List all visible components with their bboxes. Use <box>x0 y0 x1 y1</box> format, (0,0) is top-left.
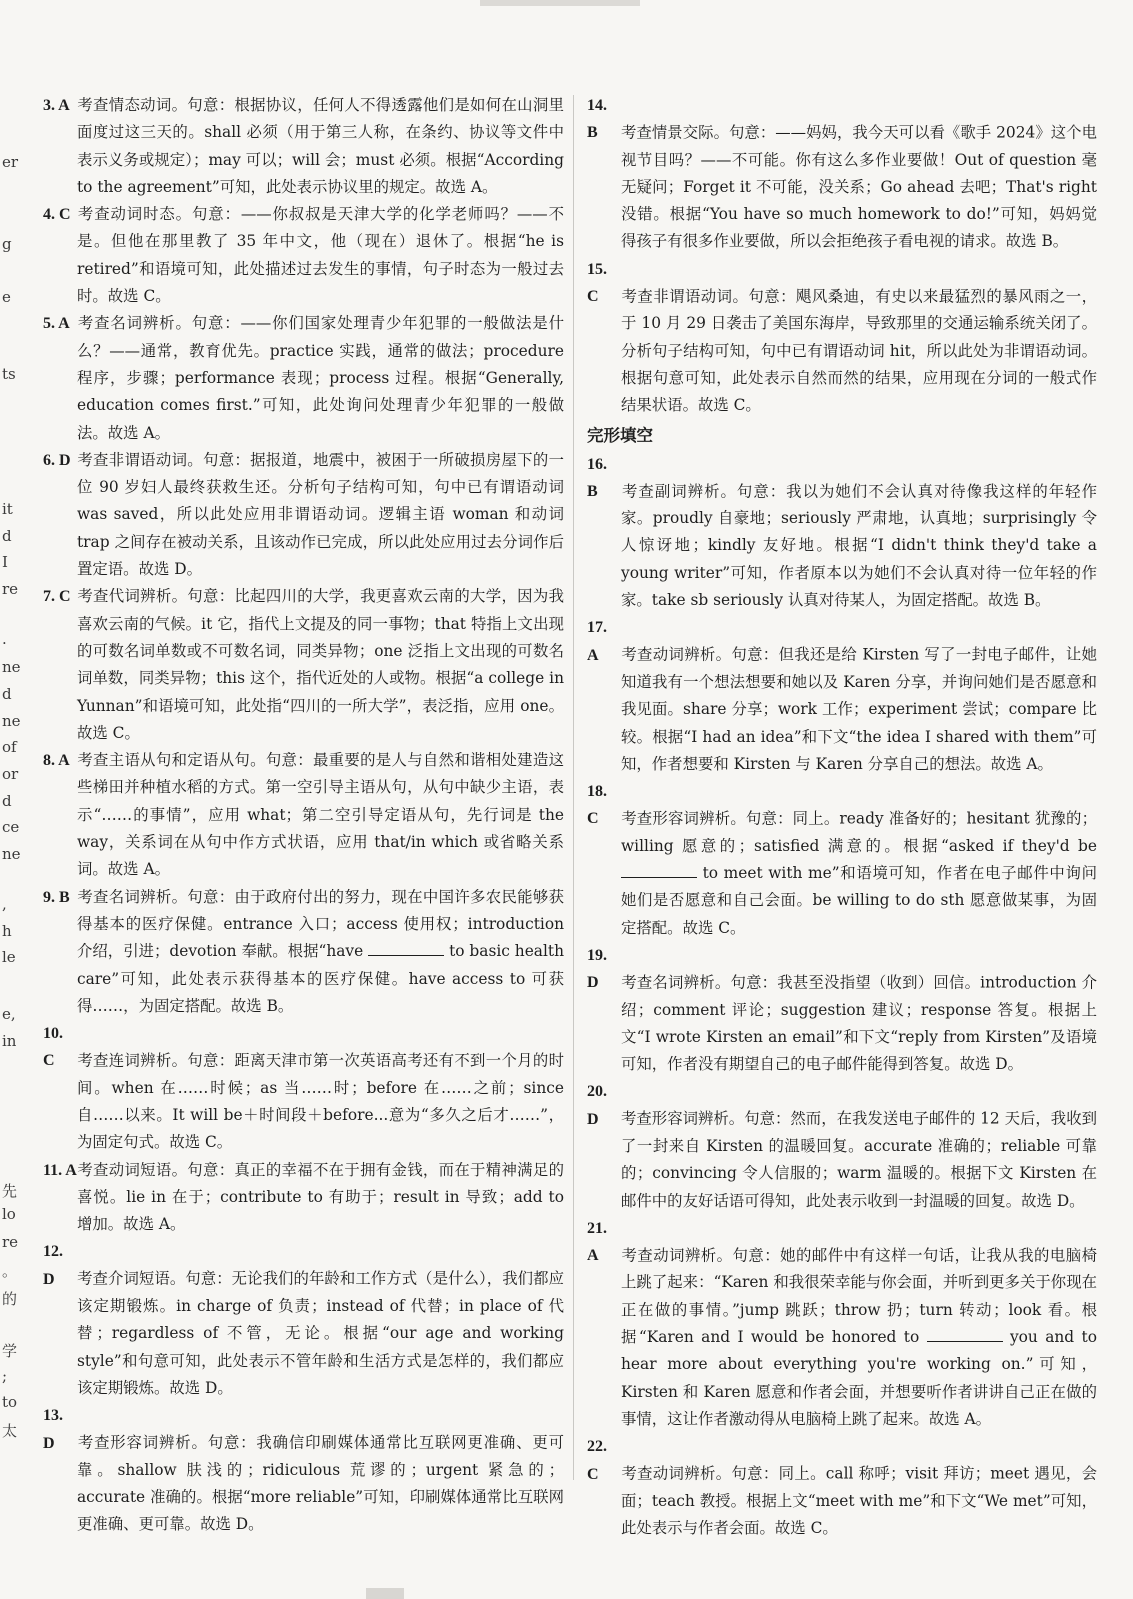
answer-explanation: 考查名词辨析。句意：——你们国家处理青少年犯罪的一般做法是什么？——通常，教育优先。practice 实践，通常的做法；procedure 程序，步骤；performance 表现；process 过程。根据“Generally, education comes first.”可知，此处询问处理青少年犯罪的一般做法。故选 A。 <box>77 314 564 442</box>
answer-explanation: 考查名词辨析。句意：我甚至没指望（收到）回信。introduction 介绍；comment 评论；suggestion 建议；response 答复。根据上文“I wrote Kirsten an email”和下文“reply from Kirsten”及语境可知，作者没有期望自己的电子邮件能得到答复。故选 D。 <box>621 973 1097 1074</box>
answer-number: 11. A <box>43 1161 77 1179</box>
answer-number: 4. C <box>43 206 71 224</box>
edge-fragment: e <box>2 288 11 306</box>
answer-item <box>43 1157 564 1239</box>
left-column <box>43 92 564 1539</box>
answer-number: 10. C <box>43 1025 63 1070</box>
answer-explanation-part1: 考查动词辨析。句意：她的邮件中有这样一句话，让我从我的电脑椅上跳了起来：“Karen 和我很荣幸能与你会面，并听到更多关于你现在正在做的事情。”jump 跳跃；throw 扔；turn 转动；look 看。根据“Karen and I would be honored to <box>621 1246 1097 1347</box>
adjacent-page-edge <box>0 95 24 1465</box>
answer-item <box>587 614 1097 778</box>
answer-item <box>43 447 564 583</box>
edge-fragment: ts <box>2 365 16 383</box>
answer-explanation: 考查非谓语动词。句意：据报道，地震中，被困于一所破损房屋下的一位 90 岁妇人最终获救生还。分析句子结构可知，句中已有谓语动词 was saved，所以此处应用非谓语动词。逻辑主语 woman 和动词 trap 之间存在被动关系，且该动作已完成，所以此处应用过去分词作后置定语。故选 D。 <box>77 450 564 579</box>
answer-number: 19. D <box>587 946 607 992</box>
edge-fragment: d <box>2 527 12 545</box>
answer-explanation-part1: 考查形容词辨析。句意：同上。ready 准备好的；hesitant 犹豫的；willing 愿意的；satisfied 满意的。根据“asked if they'd be <box>621 809 1097 855</box>
answer-explanation: 考查动词辨析。句意：同上。call 称呼；visit 拜访；meet 遇见，会面；teach 教授。根据上文“meet with me”和下文“We met”可知，此处表示与作者会面。故选 C。 <box>621 1464 1097 1538</box>
section-title-cloze: 完形填空 <box>587 425 653 445</box>
edge-fragment: e, <box>2 1005 16 1023</box>
answer-item <box>43 1238 564 1402</box>
right-column <box>587 92 1097 1542</box>
fill-blank-line <box>927 1327 1003 1342</box>
answer-explanation: 考查非谓语动词。句意：飓风桑迪，有史以来最猛烈的暴风雨之一，于 10 月 29 日袭击了美国东海岸，导致那里的交通运输系统关闭了。分析句子结构可知，句中已有谓语动词 hit，所以此处为非谓语动词。根据句意可知，此处表示自然而然的结果，应用现在分词的一般式作结果状语。故选 C。 <box>621 287 1097 415</box>
edge-fragment: d <box>2 685 12 703</box>
page-top-mark <box>480 0 640 6</box>
edge-fragment: . <box>2 630 7 648</box>
edge-fragment: h <box>2 922 12 940</box>
edge-fragment: 的 <box>2 1290 18 1308</box>
edge-fragment: or <box>2 765 19 783</box>
answer-number: 5. A <box>43 315 70 333</box>
edge-fragment: 太 <box>2 1422 18 1440</box>
edge-fragment: le <box>2 948 16 966</box>
answer-item <box>43 1402 564 1538</box>
answer-item <box>587 92 1097 256</box>
answer-number: 17. A <box>587 619 607 664</box>
column-divider <box>573 95 574 1480</box>
edge-fragment: ; <box>2 1367 8 1385</box>
edge-fragment: 学 <box>2 1342 18 1360</box>
answer-number: 15. C <box>587 260 607 306</box>
edge-fragment: g <box>2 235 12 253</box>
answer-explanation: 考查形容词辨析。句意：我确信印刷媒体通常比互联网更准确、更可靠。shallow 肤浅的；ridiculous 荒谬的；urgent 紧急的；accurate 准确的。根据“more reliable”可知，印刷媒体通常比互联网更准确、更可靠。故选 D。 <box>77 1433 564 1534</box>
answer-item <box>587 778 1097 942</box>
answer-explanation: 考查副词辨析。句意：我以为她们不会认真对待像我这样的年轻作家。proudly 自豪地；seriously 严肃地，认真地；surprisingly 令人惊讶地；kindly 友好地。根据“I didn't think they'd take a young writer”可知，作者原本以为她们不会认真对待一位年轻的作家。take sb seriously 认真对待某人，为固定搭配。故选 B。 <box>621 481 1097 610</box>
answer-number: 16. B <box>587 455 607 500</box>
answer-number: 3. A <box>43 97 70 114</box>
answer-number: 13. D <box>43 1407 63 1452</box>
answer-number: 9. B <box>43 888 70 906</box>
answer-number: 21. A <box>587 1219 607 1265</box>
answer-explanation-part1: 考查名词辨析。句意：由于政府付出的努力，现在中国许多农民能够获得基本的医疗保健。entrance 入口；access 使用权；introduction 介绍，引进；devotion 奉献。根据“have <box>77 887 564 961</box>
answer-item <box>587 1215 1097 1433</box>
edge-fragment: re <box>2 1233 19 1251</box>
answer-number: 20. D <box>587 1083 607 1128</box>
edge-fragment: ne <box>2 845 21 863</box>
fill-blank-line <box>621 863 697 878</box>
edge-fragment: 先 <box>2 1182 18 1200</box>
answer-explanation: 考查连词辨析。句意：距离天津市第一次英语高考还有不到一个月的时间。when 在……时候；as 当……时；before 在……之前；since 自……以来。It will be＋时间段＋before...意为“多久之后才……”，为固定句式。故选 C。 <box>77 1051 564 1152</box>
answer-item <box>587 1078 1097 1214</box>
answer-item <box>43 310 564 446</box>
answer-explanation: 考查动词短语。句意：真正的幸福不在于拥有金钱，而在于精神满足的喜悦。lie in 在于；contribute to 有助于；result in 导致；add to 增加。故选 A。 <box>77 1160 564 1234</box>
answer-explanation-part2: to meet with me”和语境可知，作者在电子邮件中询问她们是否愿意和自己会面。be willing to do sth 愿意做某事，为固定搭配。故选 C。 <box>621 864 1097 937</box>
answer-explanation-part2: to basic health care”可知，此处表示获得基本的医疗保健。have access to 可获得……，为固定搭配。故选 B。 <box>77 942 564 1015</box>
answer-item <box>43 583 564 747</box>
answer-item <box>43 884 564 1020</box>
edge-fragment: in <box>2 1032 17 1050</box>
answer-item <box>587 256 1097 420</box>
answer-explanation: 考查动词辨析。句意：但我还是给 Kirsten 写了一封电子邮件，让她知道我有一个想法想要和她以及 Karen 分享，并询问她们是否愿意和我见面。share 分享；work 工作；experiment 尝试；compare 比较。根据“I had an idea”和下文“the idea I shared with them”可知，作者想要和 Kirsten 与 Karen 分享自己的想法。故选 A。 <box>621 645 1097 773</box>
answer-item <box>587 1433 1097 1542</box>
answer-explanation: 考查形容词辨析。句意：然而，在我发送电子邮件的 12 天后，我收到了一封来自 Kirsten 的温暖回复。accurate 准确的；reliable 可靠的；convincing 令人信服的；warm 温暖的。根据下文 Kirsten 在邮件中的友好话语可得知，此处表示收到一封温暖的回复。故选 D。 <box>621 1109 1097 1210</box>
edge-fragment: to <box>2 1393 18 1411</box>
edge-fragment: I <box>2 553 8 571</box>
answer-explanation: 考查主语从句和定语从句。句意：最重要的是人与自然和谐相处建造这些梯田并种植水稻的方式。第一空引导主语从句，从句中缺少主语，表示“……的事情”，应用 what；第二空引导定语从句，先行词是 the way，关系词在从句中作方式状语，应用 that/in which 或省略关系词。故选 A。 <box>77 751 564 879</box>
edge-fragment: it <box>2 500 13 518</box>
answer-item <box>43 201 564 310</box>
answer-number: 14. B <box>587 97 607 142</box>
edge-fragment: 。 <box>2 1262 18 1280</box>
answer-item <box>587 942 1097 1078</box>
answer-item <box>43 747 564 883</box>
edge-fragment: er <box>2 153 19 171</box>
right-items-single-choice <box>587 92 1097 420</box>
answer-number: 7. C <box>43 588 71 606</box>
answer-item <box>43 1020 564 1156</box>
answer-item <box>43 92 564 201</box>
answer-explanation: 考查情态动词。句意：根据协议，任何人不得透露他们是如何在山洞里面度过这三天的。shall 必须（用于第三人称，在条约、协议等文件中表示义务或规定）；may 可以；will 会；must 必须。根据“According to the agreement”可知，此处表示协议里的规定。故选 A。 <box>77 96 564 196</box>
answer-explanation-part2: you and to hear more about everything you're working on.”可知，Kirsten 和 Karen 愿意和作者会面，并想要听作者讲讲自己正在做的事情，这让作者激动得从电脑椅上跳了起来。故选 A。 <box>621 1328 1097 1428</box>
answer-number: 6. D <box>43 451 71 469</box>
answer-number: 22. C <box>587 1438 607 1483</box>
answer-number: 18. C <box>587 783 607 828</box>
edge-fragment: ce <box>2 818 20 836</box>
fill-blank-line <box>368 941 444 956</box>
answer-explanation: 考查情景交际。句意：——妈妈，我今天可以看《歌手 2024》这个电视节目吗？——不可能。你有这么多作业要做！Out of question 毫无疑问；Forget it 不可能，没关系；Go ahead 去吧；That's right 没错。根据“You have so much homework to do!”可知，妈妈觉得孩子有很多作业要做，所以会拒绝孩子看电视的请求。故选 B。 <box>621 123 1097 251</box>
edge-fragment: of <box>2 738 17 756</box>
answer-explanation: 考查动词时态。句意：——你叔叔是天津大学的化学老师吗？——不是。但他在那里教了 35 年中文，他（现在）退休了。根据“he is retired”和语境可知，此处描述过去发生的事情，句子时态为一般过去时。故选 C。 <box>77 205 564 306</box>
edge-fragment: lo <box>2 1205 16 1223</box>
edge-fragment: , <box>2 895 7 913</box>
answer-number: 12. D <box>43 1243 63 1288</box>
right-items-cloze <box>587 451 1097 1543</box>
answer-explanation: 考查介词短语。句意：无论我们的年龄和工作方式（是什么），我们都应该定期锻炼。in charge of 负责；instead of 代替；in place of 代替；regardless of 不管，无论。根据“our age and working style”和句意可知，此处表示不管年龄和生活方式是怎样的，我们都应该定期锻炼。故选 D。 <box>77 1269 564 1397</box>
answer-number: 8. A <box>43 752 70 770</box>
answer-explanation: 考查代词辨析。句意：比起四川的大学，我更喜欢云南的大学，因为我喜欢云南的气候。it 它，指代上文提及的同一事物；that 特指上文出现的可数名词单数或不可数名词，同类异物；one 泛指上文出现的可数名词单数，同类异物；this 这个，指代近处的人或物。根据“a college in Yunnan”和语境可知，此处指“四川的一所大学”，表泛指，应用 one。故选 C。 <box>77 587 564 742</box>
edge-fragment: d <box>2 792 12 810</box>
page-bottom-mark <box>366 1588 404 1599</box>
edge-fragment: ne <box>2 712 21 730</box>
edge-fragment: ne <box>2 658 21 676</box>
answer-item <box>587 451 1097 615</box>
edge-fragment: re <box>2 580 19 598</box>
